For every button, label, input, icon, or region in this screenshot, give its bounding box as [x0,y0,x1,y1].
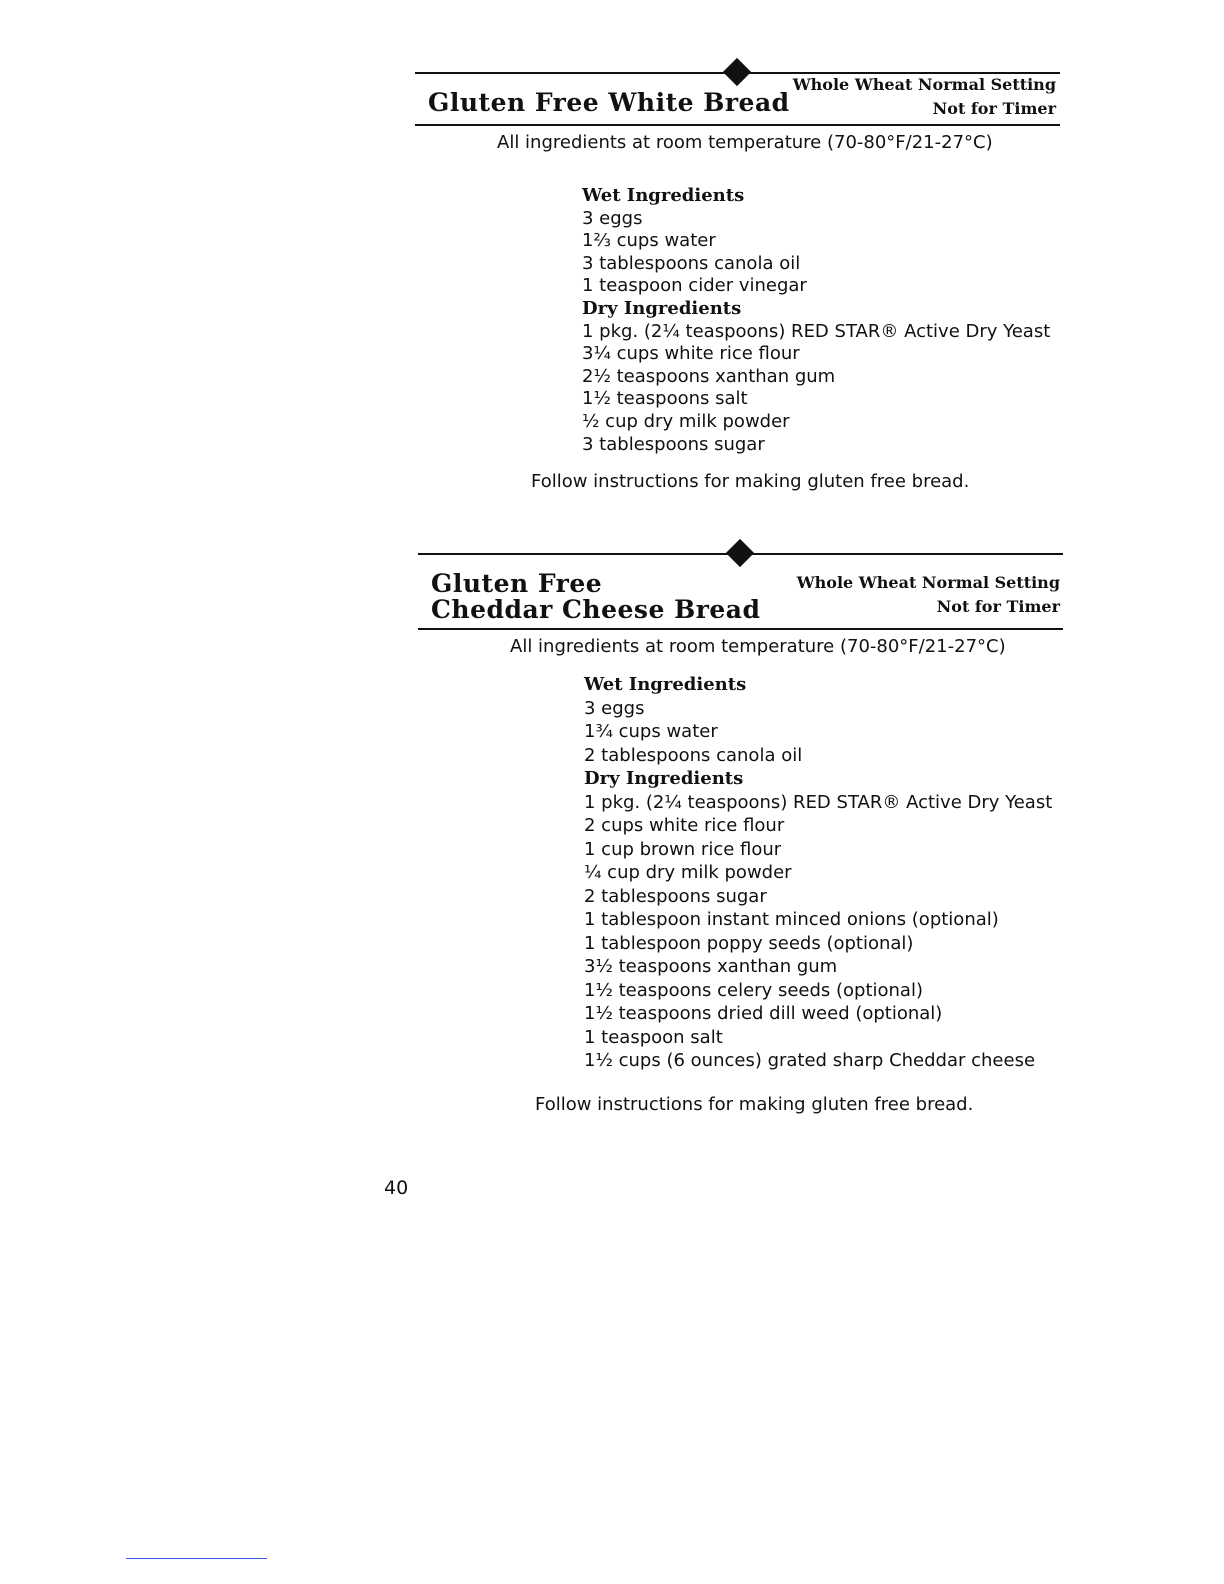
ingredient-item: 1 teaspoon salt [584,1026,723,1048]
timer-note: Not for Timer [936,597,1060,616]
ingredient-item: 3¼ cups white rice flour [582,343,800,365]
ingredient-item: 1 teaspoon cider vinegar [582,275,807,297]
setting-block [784,571,1060,619]
ingredient-item: 1⅔ cups water [582,230,716,252]
ingredient-item: 1 pkg. (2¼ teaspoons) RED STAR® Active Dry Yeast [582,320,1051,342]
ingredient-item: 2 tablespoons canola oil [584,744,803,766]
ingredient-item: 1 pkg. (2¼ teaspoons) RED STAR® Active Dry Yeast [584,791,1053,813]
bread-setting: Whole Wheat Normal Setting [796,573,1060,592]
ingredient-item: 1½ cups (6 ounces) grated sharp Cheddar cheese [584,1050,1036,1071]
ingredient-item: 3 eggs [582,207,643,229]
ingredient-item: 1 tablespoon poppy seeds (optional) [584,932,914,954]
ingredient-item: ¼ cup dry milk powder [584,862,792,883]
bottom-rule [415,124,1060,126]
ingredient-item: 2 cups white rice flour [584,815,785,836]
dry-ingredients-heading: Dry Ingredients [584,768,744,789]
temperature-note: All ingredients at room temperature (70-80°F/21-27°C) [497,132,993,153]
ingredient-item: 2½ teaspoons xanthan gum [582,365,836,387]
instructions-note: Follow instructions for making gluten free bread. [535,1094,974,1115]
ingredient-item: 3 eggs [584,697,645,719]
ingredient-item: ½ cup dry milk powder [582,410,790,432]
ingredient-item: 3½ teaspoons xanthan gum [584,956,838,977]
recipe-title-line: Gluten Free White Bread [428,88,790,117]
temperature-note: All ingredients at room temperature (70-80°F/21-27°C) [510,636,1006,657]
footer-divider [126,1558,267,1559]
ingredient-item: 1½ teaspoons dried dill weed (optional) [584,1003,943,1024]
ingredient-item: 2 tablespoons sugar [584,885,767,907]
instructions-note: Follow instructions for making gluten free bread. [531,471,970,492]
ingredient-item: 1¾ cups water [584,721,718,742]
setting-block [780,73,1056,121]
wet-ingredients-heading: Wet Ingredients [582,185,745,206]
recipe-title-line: Cheddar Cheese Bread [431,595,761,624]
ingredient-item: 3 tablespoons canola oil [582,252,801,274]
recipe-title-line: Gluten Free [431,569,603,598]
dry-ingredients-heading: Dry Ingredients [582,297,742,319]
bread-setting: Whole Wheat Normal Setting [792,75,1056,94]
ingredient-item: 1½ teaspoons celery seeds (optional) [584,979,923,1001]
bottom-rule [418,628,1063,630]
ingredient-item: 1 tablespoon instant minced onions (optional) [584,909,999,930]
ingredient-list [582,185,1050,456]
recipe-title [431,571,760,623]
diamond-ornament [723,58,751,86]
ingredient-item: 1½ teaspoons salt [582,388,748,410]
timer-note: Not for Timer [932,99,1056,118]
page-number: 40 [384,1177,409,1199]
ingredient-list [584,673,1052,1073]
diamond-ornament [726,539,754,567]
ingredient-item: 1 cup brown rice flour [584,838,782,860]
recipe-title [428,90,790,116]
wet-ingredients-heading: Wet Ingredients [584,674,747,695]
ingredient-item: 3 tablespoons sugar [582,433,765,455]
